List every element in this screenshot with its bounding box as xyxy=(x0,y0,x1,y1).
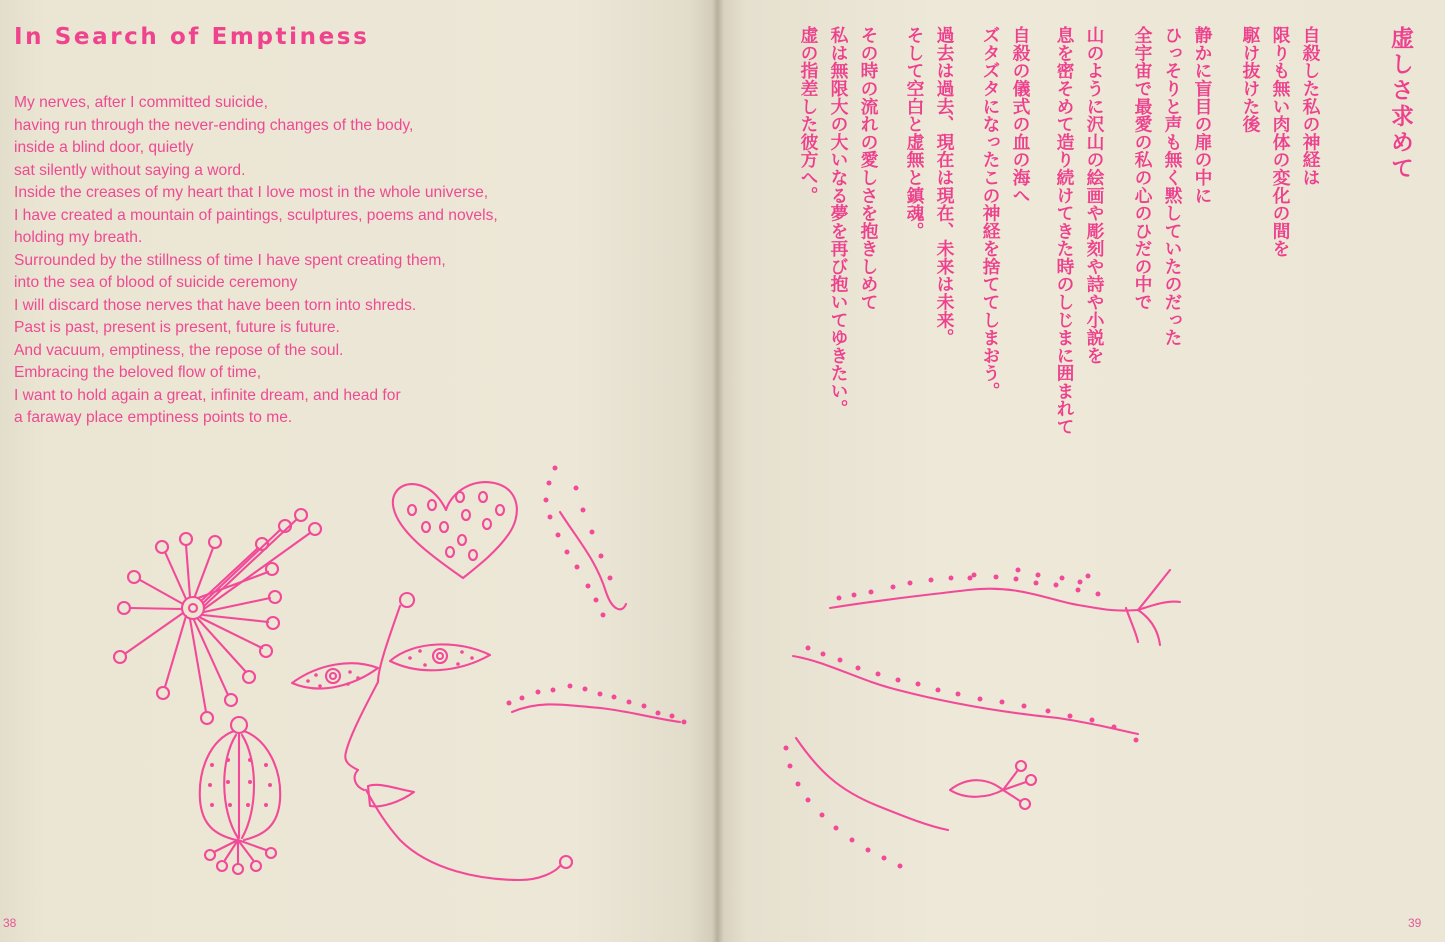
japanese-line: 息を密そめて造り続けてきた時のしじまに囲まれて xyxy=(1054,26,1075,436)
poem-line: I want to hold again a great, infinite dream, and head for xyxy=(14,386,401,404)
poem-line: Embracing the beloved flow of time, xyxy=(14,364,262,381)
japanese-line: 虚の指差した彼方へ。 xyxy=(798,26,819,204)
poem-line: My nerves, after I committed suicide, xyxy=(14,94,268,111)
heart-drawing xyxy=(393,482,517,578)
english-title: In Search of Emptiness xyxy=(14,24,370,50)
poem-line: inside a blind door, quietly xyxy=(14,139,194,156)
japanese-line: 私は無限大の大いなる夢を再び抱いてゆきたい。 xyxy=(828,26,849,418)
japanese-line: 限りも無い肉体の変化の間を xyxy=(1270,26,1291,258)
japanese-line: 静かに盲目の扉の中に xyxy=(1192,26,1213,204)
japanese-line: 自殺した私の神経は xyxy=(1300,26,1321,187)
book-gutter xyxy=(712,0,724,942)
japanese-line: 全宇宙で最愛の私の心のひだの中で xyxy=(1132,26,1153,311)
face-drawing xyxy=(292,593,572,880)
left-page xyxy=(0,0,718,942)
poem-line: a faraway place emptiness points to me. xyxy=(14,409,293,426)
japanese-line: その時の流れの愛しさを抱きしめて xyxy=(858,26,879,311)
page-number-right: 39 xyxy=(1408,916,1422,930)
seed-pod-drawing xyxy=(200,717,280,874)
japanese-line: ズタズタになったこの神経を捨ててしまおう。 xyxy=(980,26,1001,400)
poem-line: And vacuum, emptiness, the repose of the soul. xyxy=(14,341,344,359)
japanese-line: そして空白と虚無と鎮魂。 xyxy=(904,26,925,240)
page-number-left: 38 xyxy=(3,916,17,930)
flowing-lines-drawing xyxy=(784,568,1181,869)
poem-line: Past is past, present is present, future is future. xyxy=(14,319,340,336)
japanese-line: 駆け抜けた後 xyxy=(1240,26,1261,133)
japanese-line: 自殺の儀式の血の海へ xyxy=(1010,26,1031,204)
japanese-line: 山のように沢山の絵画や彫刻や詩や小説を xyxy=(1084,26,1105,365)
poem-line: holding my breath. xyxy=(14,229,143,246)
right-page xyxy=(718,0,1445,942)
poem-line: sat silently without saying a word. xyxy=(14,161,246,179)
japanese-title xyxy=(1384,26,1417,182)
poem-line: into the sea of blood of suicide ceremony xyxy=(14,274,298,291)
poem-line: having run through the never-ending changes of the body, xyxy=(14,116,414,134)
japanese-title-text: 虚しさ求めて xyxy=(1387,26,1413,182)
poem-line: Inside the creases of my heart that I love most in the whole universe, xyxy=(14,184,489,201)
japanese-line: ひっそりと声も無く黙していたのだった xyxy=(1162,26,1183,347)
dotted-lines-drawing xyxy=(507,466,687,725)
poem-line: Surrounded by the stillness of time I have spent creating them, xyxy=(14,251,446,269)
flower-drawing xyxy=(114,509,321,724)
poem-line: I have created a mountain of paintings, sculptures, poems and novels, xyxy=(14,206,498,224)
poem-line: I will discard those nerves that have been torn into shreds. xyxy=(14,296,417,314)
left-illustration xyxy=(0,0,718,942)
japanese-line: 過去は過去、現在は現在、未来は未来。 xyxy=(934,26,955,347)
